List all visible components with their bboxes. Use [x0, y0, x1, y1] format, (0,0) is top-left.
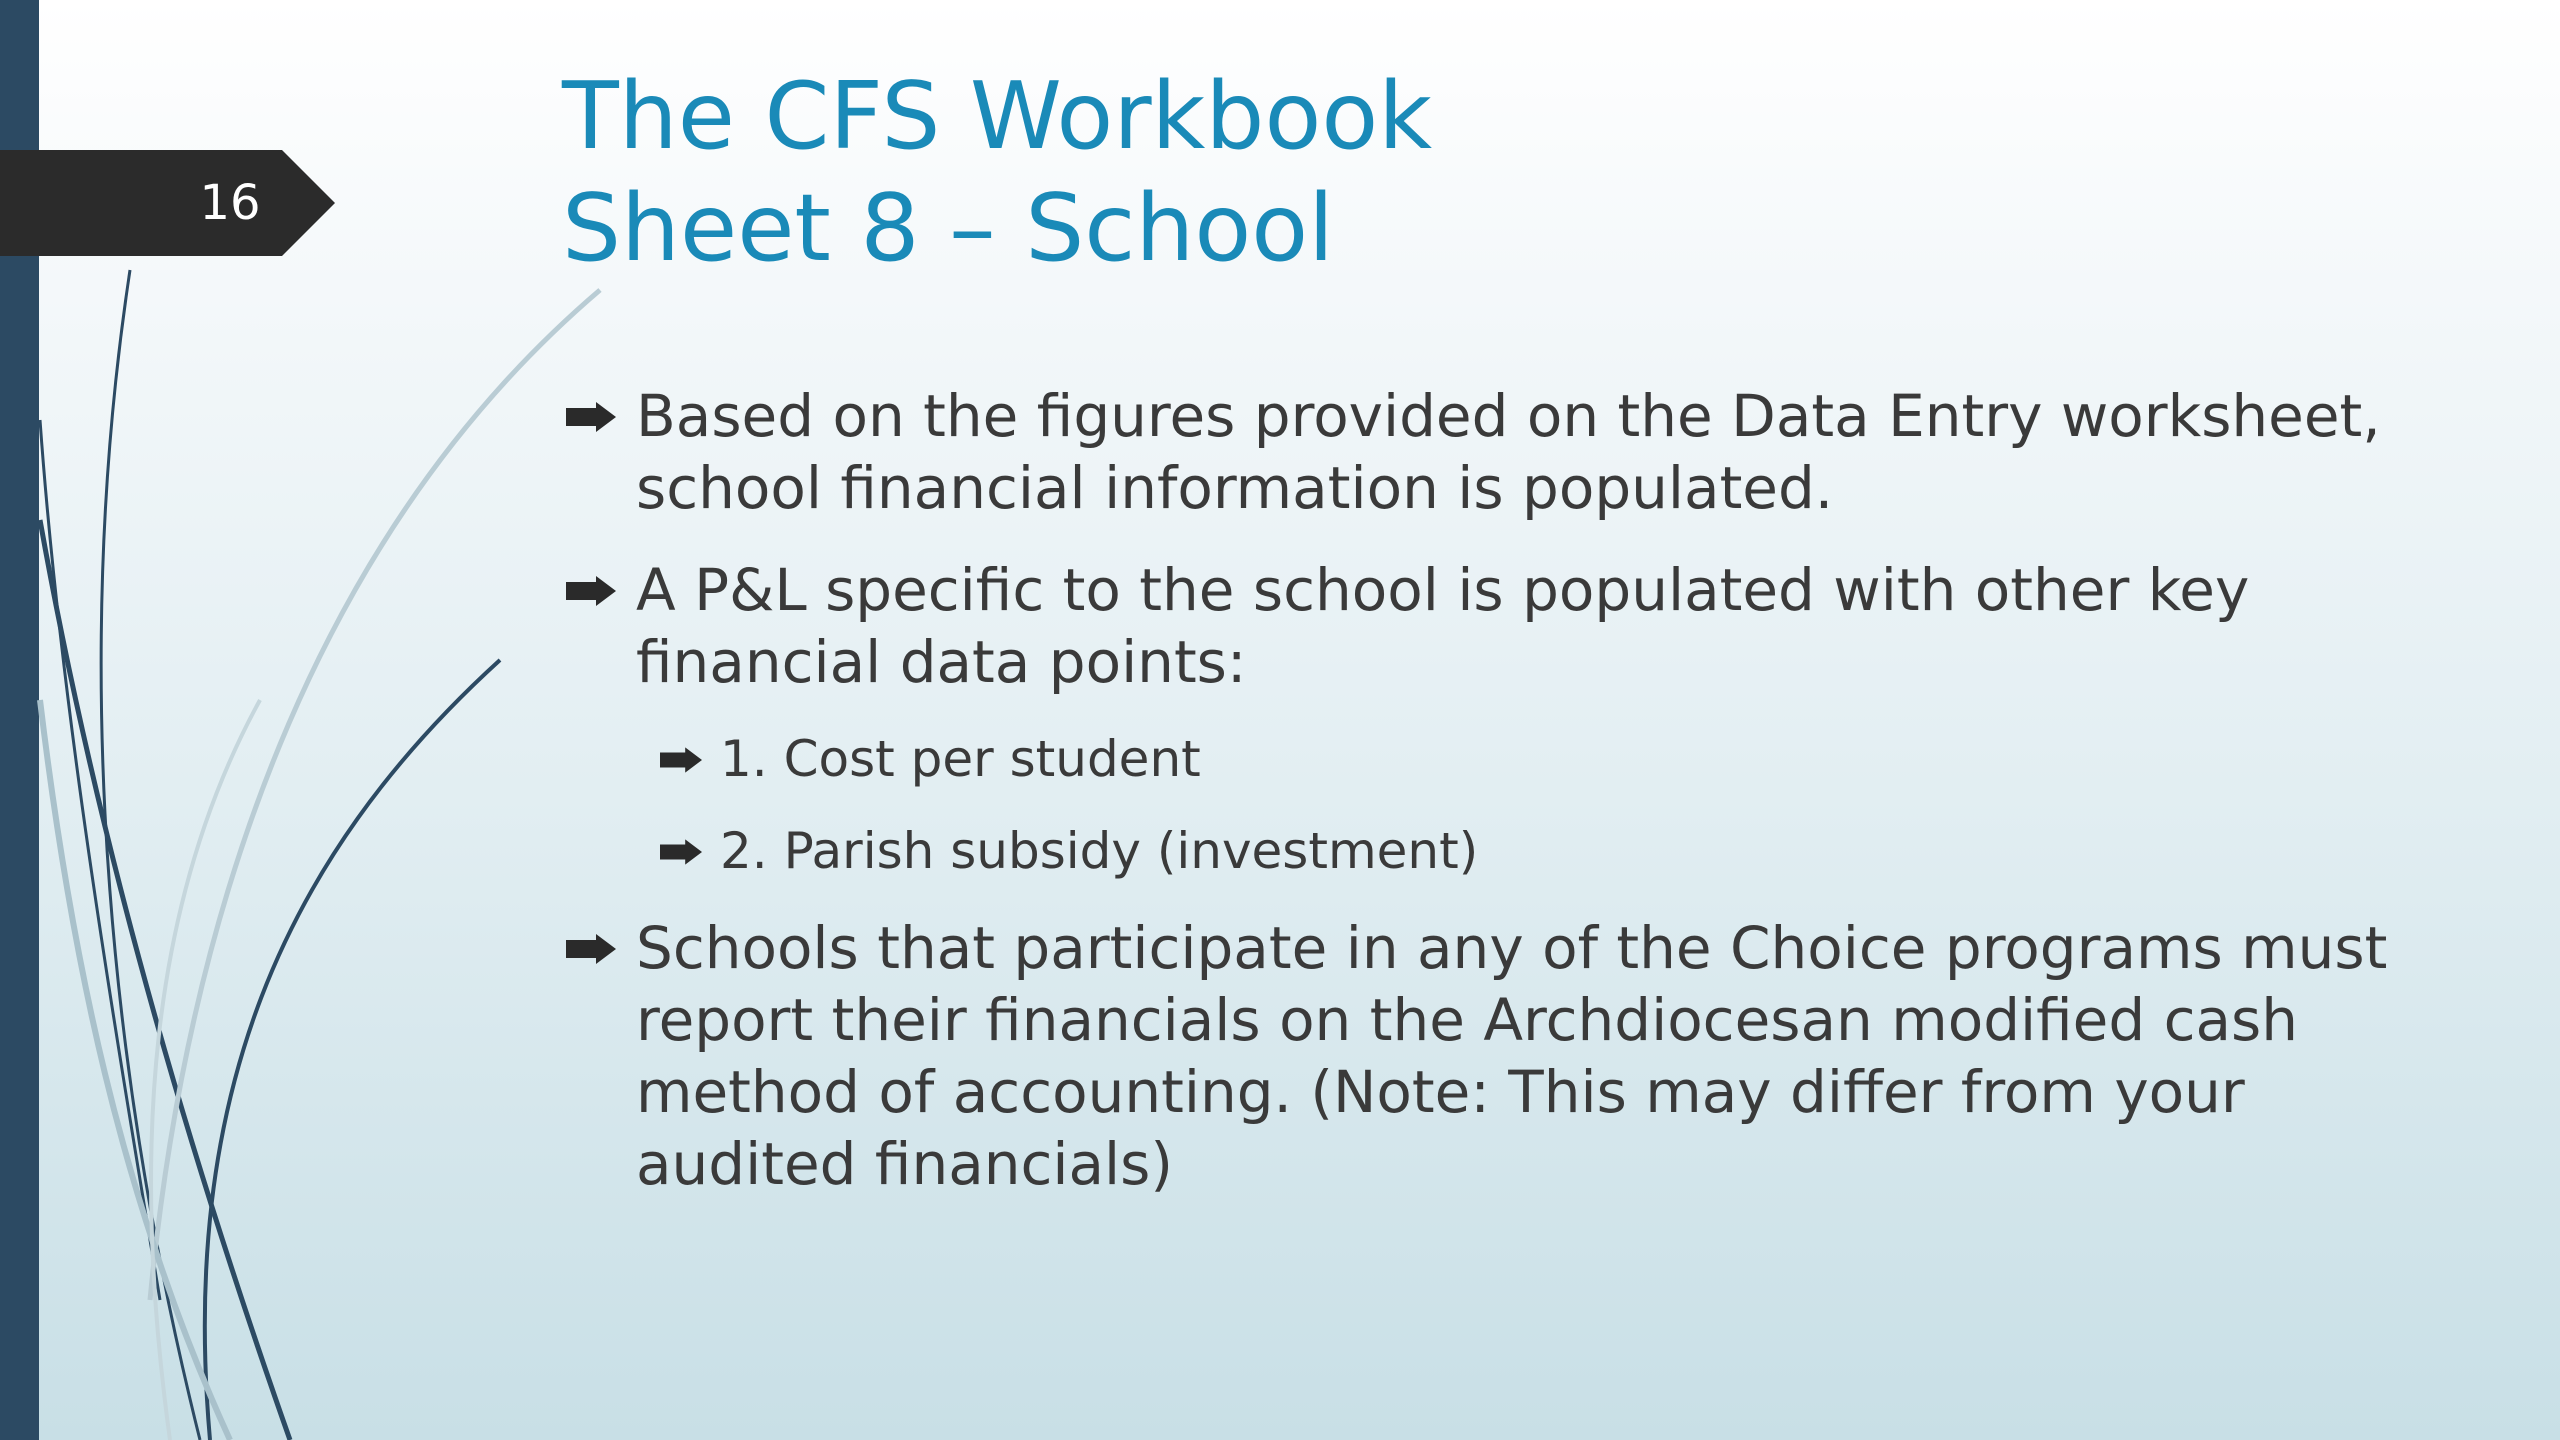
bullet-text: A P&L specific to the school is populated with other key financial data points:: [636, 556, 2250, 696]
arrow-bullet-icon: [566, 402, 616, 432]
arrow-bullet-icon: [660, 747, 702, 773]
bullet-item: [560, 554, 2460, 698]
arrow-bullet-icon: [566, 934, 616, 964]
slide-body: [560, 380, 2460, 1230]
bullet-item: [560, 380, 2460, 524]
slide-title: [562, 60, 2462, 284]
sub-bullet-item: [560, 820, 2460, 882]
sub-bullet-text: 1. Cost per student: [720, 730, 1201, 788]
arrow-bullet-icon: [566, 576, 616, 606]
page-number: 16: [199, 175, 261, 231]
bullet-item: [560, 912, 2460, 1200]
sub-bullet-item: [560, 728, 2460, 790]
arrow-bullet-icon: [660, 839, 702, 865]
bullet-text: Schools that participate in any of the Choice programs must report their financials on the Archdiocesan modified cash method of accounting. (Note: This may differ from your audited financials): [636, 914, 2388, 1198]
slide-title-line-1: The CFS Workbook: [562, 62, 1433, 170]
sub-bullet-text: 2. Parish subsidy (investment): [720, 822, 1479, 880]
bullet-text: Based on the figures provided on the Data Entry worksheet, school financial information is populated.: [636, 382, 2381, 522]
slide-title-line-2: Sheet 8 – School: [562, 174, 1334, 282]
